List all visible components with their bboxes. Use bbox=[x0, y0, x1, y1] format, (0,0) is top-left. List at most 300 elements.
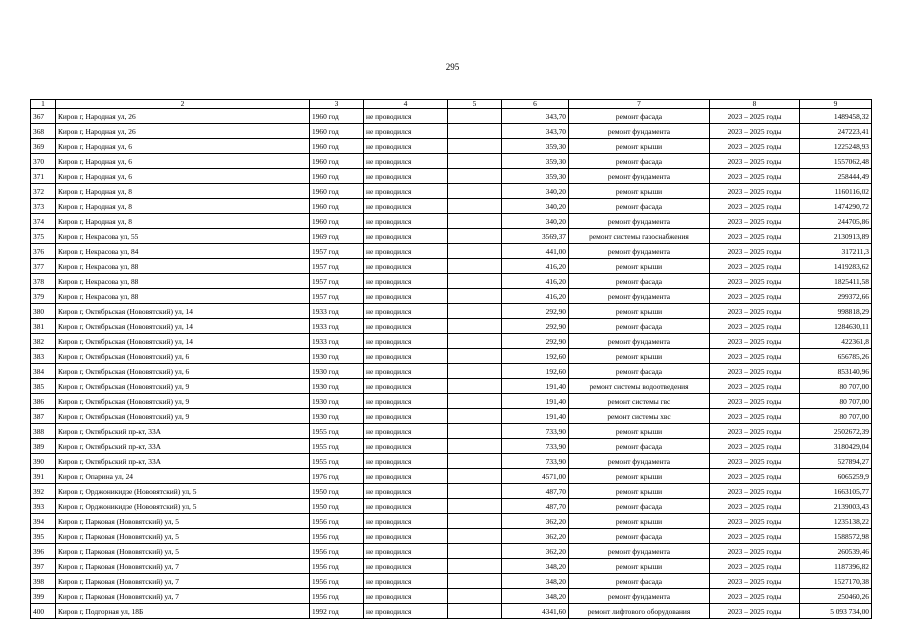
cost-cell: 317211,3 bbox=[800, 244, 872, 259]
work-type-cell: ремонт фасада bbox=[569, 529, 710, 544]
build-year-cell: 1930 год bbox=[310, 394, 364, 409]
row-number: 395 bbox=[31, 529, 56, 544]
empty-cell bbox=[448, 169, 502, 184]
empty-cell bbox=[448, 574, 502, 589]
area-cell: 416,20 bbox=[502, 274, 569, 289]
build-year-cell: 1960 год bbox=[310, 154, 364, 169]
area-cell: 192,60 bbox=[502, 349, 569, 364]
cost-cell: 258444,49 bbox=[800, 169, 872, 184]
period-cell: 2023 – 2025 годы bbox=[710, 529, 800, 544]
empty-cell bbox=[448, 334, 502, 349]
cost-cell: 2130913,89 bbox=[800, 229, 872, 244]
cost-cell: 1557062,48 bbox=[800, 154, 872, 169]
empty-cell bbox=[448, 484, 502, 499]
empty-cell bbox=[448, 439, 502, 454]
empty-cell bbox=[448, 544, 502, 559]
area-cell: 343,70 bbox=[502, 124, 569, 139]
last-repair-cell: не проводился bbox=[364, 544, 448, 559]
empty-cell bbox=[448, 199, 502, 214]
work-type-cell: ремонт крыши bbox=[569, 559, 710, 574]
last-repair-cell: не проводился bbox=[364, 349, 448, 364]
column-header: 6 bbox=[502, 100, 569, 109]
build-year-cell: 1933 год bbox=[310, 319, 364, 334]
row-number: 368 bbox=[31, 124, 56, 139]
empty-cell bbox=[448, 214, 502, 229]
row-number: 389 bbox=[31, 439, 56, 454]
last-repair-cell: не проводился bbox=[364, 244, 448, 259]
build-year-cell: 1957 год bbox=[310, 259, 364, 274]
last-repair-cell: не проводился bbox=[364, 529, 448, 544]
last-repair-cell: не проводился bbox=[364, 214, 448, 229]
column-header: 9 bbox=[800, 100, 872, 109]
build-year-cell: 1992 год bbox=[310, 604, 364, 619]
area-cell: 191,40 bbox=[502, 409, 569, 424]
area-cell: 4571,00 bbox=[502, 469, 569, 484]
period-cell: 2023 – 2025 годы bbox=[710, 304, 800, 319]
build-year-cell: 1956 год bbox=[310, 589, 364, 604]
work-type-cell: ремонт системы водоотведения bbox=[569, 379, 710, 394]
empty-cell bbox=[448, 559, 502, 574]
area-cell: 416,20 bbox=[502, 259, 569, 274]
table-row bbox=[31, 454, 872, 469]
row-number: 367 bbox=[31, 109, 56, 124]
work-type-cell: ремонт фундамента bbox=[569, 544, 710, 559]
work-type-cell: ремонт фундамента bbox=[569, 289, 710, 304]
empty-cell bbox=[448, 259, 502, 274]
period-cell: 2023 – 2025 годы bbox=[710, 259, 800, 274]
table-row bbox=[31, 304, 872, 319]
table-row bbox=[31, 364, 872, 379]
period-cell: 2023 – 2025 годы bbox=[710, 409, 800, 424]
capital-repair-table bbox=[30, 99, 872, 619]
empty-cell bbox=[448, 124, 502, 139]
build-year-cell: 1956 год bbox=[310, 529, 364, 544]
area-cell: 359,30 bbox=[502, 139, 569, 154]
cost-cell: 1588572,98 bbox=[800, 529, 872, 544]
last-repair-cell: не проводился bbox=[364, 484, 448, 499]
period-cell: 2023 – 2025 годы bbox=[710, 574, 800, 589]
period-cell: 2023 – 2025 годы bbox=[710, 154, 800, 169]
period-cell: 2023 – 2025 годы bbox=[710, 394, 800, 409]
cost-cell: 5 093 734,00 bbox=[800, 604, 872, 619]
empty-cell bbox=[448, 499, 502, 514]
row-number: 383 bbox=[31, 349, 56, 364]
area-cell: 191,40 bbox=[502, 379, 569, 394]
build-year-cell: 1950 год bbox=[310, 484, 364, 499]
column-header: 3 bbox=[310, 100, 364, 109]
period-cell: 2023 – 2025 годы bbox=[710, 604, 800, 619]
build-year-cell: 1956 год bbox=[310, 559, 364, 574]
period-cell: 2023 – 2025 годы bbox=[710, 559, 800, 574]
empty-cell bbox=[448, 394, 502, 409]
last-repair-cell: не проводился bbox=[364, 424, 448, 439]
table-row bbox=[31, 274, 872, 289]
last-repair-cell: не проводился bbox=[364, 379, 448, 394]
work-type-cell: ремонт лифтового оборудования bbox=[569, 604, 710, 619]
last-repair-cell: не проводился bbox=[364, 334, 448, 349]
period-cell: 2023 – 2025 годы bbox=[710, 184, 800, 199]
row-number: 393 bbox=[31, 499, 56, 514]
address-cell: Киров г, Парковая (Нововятский) ул, 7 bbox=[56, 589, 310, 604]
area-cell: 348,20 bbox=[502, 559, 569, 574]
cost-cell: 260539,46 bbox=[800, 544, 872, 559]
last-repair-cell: не проводился bbox=[364, 274, 448, 289]
table-row bbox=[31, 199, 872, 214]
empty-cell bbox=[448, 244, 502, 259]
row-number: 370 bbox=[31, 154, 56, 169]
table-row bbox=[31, 544, 872, 559]
table-row bbox=[31, 124, 872, 139]
last-repair-cell: не проводился bbox=[364, 499, 448, 514]
work-type-cell: ремонт системы газоснабжения bbox=[569, 229, 710, 244]
cost-cell: 422361,8 bbox=[800, 334, 872, 349]
period-cell: 2023 – 2025 годы bbox=[710, 589, 800, 604]
area-cell: 343,70 bbox=[502, 109, 569, 124]
work-type-cell: ремонт фасада bbox=[569, 439, 710, 454]
cost-cell: 527894,27 bbox=[800, 454, 872, 469]
address-cell: Киров г, Октябрьский пр-кт, 33А bbox=[56, 424, 310, 439]
last-repair-cell: не проводился bbox=[364, 589, 448, 604]
table-row bbox=[31, 289, 872, 304]
period-cell: 2023 – 2025 годы bbox=[710, 544, 800, 559]
period-cell: 2023 – 2025 годы bbox=[710, 379, 800, 394]
last-repair-cell: не проводился bbox=[364, 454, 448, 469]
last-repair-cell: не проводился bbox=[364, 604, 448, 619]
cost-cell: 247223,41 bbox=[800, 124, 872, 139]
row-number: 380 bbox=[31, 304, 56, 319]
column-header: 2 bbox=[56, 100, 310, 109]
empty-cell bbox=[448, 274, 502, 289]
build-year-cell: 1960 год bbox=[310, 139, 364, 154]
cost-cell: 1527170,38 bbox=[800, 574, 872, 589]
empty-cell bbox=[448, 304, 502, 319]
build-year-cell: 1956 год bbox=[310, 544, 364, 559]
period-cell: 2023 – 2025 годы bbox=[710, 349, 800, 364]
table-row bbox=[31, 409, 872, 424]
row-number: 375 bbox=[31, 229, 56, 244]
table-row bbox=[31, 109, 872, 124]
row-number: 398 bbox=[31, 574, 56, 589]
column-header: 7 bbox=[569, 100, 710, 109]
last-repair-cell: не проводился bbox=[364, 319, 448, 334]
address-cell: Киров г, Октябрьская (Нововятский) ул, 14 bbox=[56, 319, 310, 334]
address-cell: Киров г, Народная ул, 8 bbox=[56, 184, 310, 199]
address-cell: Киров г, Народная ул, 8 bbox=[56, 199, 310, 214]
build-year-cell: 1955 год bbox=[310, 439, 364, 454]
empty-cell bbox=[448, 184, 502, 199]
period-cell: 2023 – 2025 годы bbox=[710, 484, 800, 499]
area-cell: 191,40 bbox=[502, 394, 569, 409]
cost-cell: 1284630,11 bbox=[800, 319, 872, 334]
work-type-cell: ремонт фундамента bbox=[569, 169, 710, 184]
table-row bbox=[31, 244, 872, 259]
cost-cell: 1225248,93 bbox=[800, 139, 872, 154]
address-cell: Киров г, Некрасова ул, 88 bbox=[56, 289, 310, 304]
cost-cell: 1235138,22 bbox=[800, 514, 872, 529]
last-repair-cell: не проводился bbox=[364, 154, 448, 169]
table-row bbox=[31, 499, 872, 514]
area-cell: 733,90 bbox=[502, 439, 569, 454]
row-number: 369 bbox=[31, 139, 56, 154]
period-cell: 2023 – 2025 годы bbox=[710, 514, 800, 529]
last-repair-cell: не проводился bbox=[364, 109, 448, 124]
row-number: 390 bbox=[31, 454, 56, 469]
empty-cell bbox=[448, 139, 502, 154]
period-cell: 2023 – 2025 годы bbox=[710, 244, 800, 259]
work-type-cell: ремонт системы хвс bbox=[569, 409, 710, 424]
table-row bbox=[31, 349, 872, 364]
area-cell: 416,20 bbox=[502, 289, 569, 304]
area-cell: 487,70 bbox=[502, 484, 569, 499]
work-type-cell: ремонт фундамента bbox=[569, 454, 710, 469]
row-number: 372 bbox=[31, 184, 56, 199]
build-year-cell: 1957 год bbox=[310, 244, 364, 259]
empty-cell bbox=[448, 454, 502, 469]
work-type-cell: ремонт крыши bbox=[569, 514, 710, 529]
cost-cell: 1187396,82 bbox=[800, 559, 872, 574]
row-number: 377 bbox=[31, 259, 56, 274]
address-cell: Киров г, Парковая (Нововятский) ул, 5 bbox=[56, 544, 310, 559]
empty-cell bbox=[448, 349, 502, 364]
build-year-cell: 1969 год bbox=[310, 229, 364, 244]
column-number-row bbox=[31, 100, 872, 109]
address-cell: Киров г, Октябрьский пр-кт, 33А bbox=[56, 439, 310, 454]
empty-cell bbox=[448, 379, 502, 394]
table-row bbox=[31, 484, 872, 499]
address-cell: Киров г, Парковая (Нововятский) ул, 7 bbox=[56, 559, 310, 574]
last-repair-cell: не проводился bbox=[364, 394, 448, 409]
address-cell: Киров г, Октябрьская (Нововятский) ул, 9 bbox=[56, 379, 310, 394]
address-cell: Киров г, Некрасова ул, 84 bbox=[56, 244, 310, 259]
address-cell: Киров г, Парковая (Нововятский) ул, 5 bbox=[56, 514, 310, 529]
build-year-cell: 1956 год bbox=[310, 574, 364, 589]
build-year-cell: 1933 год bbox=[310, 304, 364, 319]
build-year-cell: 1955 год bbox=[310, 454, 364, 469]
row-number: 400 bbox=[31, 604, 56, 619]
address-cell: Киров г, Октябрьская (Нововятский) ул, 9 bbox=[56, 409, 310, 424]
table-row bbox=[31, 229, 872, 244]
period-cell: 2023 – 2025 годы bbox=[710, 169, 800, 184]
cost-cell: 998818,29 bbox=[800, 304, 872, 319]
build-year-cell: 1930 год bbox=[310, 349, 364, 364]
last-repair-cell: не проводился bbox=[364, 469, 448, 484]
period-cell: 2023 – 2025 годы bbox=[710, 124, 800, 139]
area-cell: 192,60 bbox=[502, 364, 569, 379]
table-row bbox=[31, 334, 872, 349]
area-cell: 292,90 bbox=[502, 319, 569, 334]
row-number: 381 bbox=[31, 319, 56, 334]
area-cell: 733,90 bbox=[502, 424, 569, 439]
work-type-cell: ремонт фасада bbox=[569, 109, 710, 124]
period-cell: 2023 – 2025 годы bbox=[710, 274, 800, 289]
build-year-cell: 1930 год bbox=[310, 379, 364, 394]
empty-cell bbox=[448, 319, 502, 334]
area-cell: 348,20 bbox=[502, 589, 569, 604]
cost-cell: 2502672,39 bbox=[800, 424, 872, 439]
address-cell: Киров г, Некрасова ул, 88 bbox=[56, 274, 310, 289]
last-repair-cell: не проводился bbox=[364, 289, 448, 304]
table-row bbox=[31, 394, 872, 409]
address-cell: Киров г, Парковая (Нововятский) ул, 7 bbox=[56, 574, 310, 589]
period-cell: 2023 – 2025 годы bbox=[710, 499, 800, 514]
last-repair-cell: не проводился bbox=[364, 259, 448, 274]
last-repair-cell: не проводился bbox=[364, 514, 448, 529]
build-year-cell: 1960 год bbox=[310, 169, 364, 184]
area-cell: 340,20 bbox=[502, 199, 569, 214]
last-repair-cell: не проводился bbox=[364, 199, 448, 214]
area-cell: 359,30 bbox=[502, 169, 569, 184]
address-cell: Киров г, Октябрьская (Нововятский) ул, 14 bbox=[56, 334, 310, 349]
area-cell: 292,90 bbox=[502, 304, 569, 319]
last-repair-cell: не проводился bbox=[364, 364, 448, 379]
area-cell: 340,20 bbox=[502, 184, 569, 199]
work-type-cell: ремонт фундамента bbox=[569, 124, 710, 139]
period-cell: 2023 – 2025 годы bbox=[710, 364, 800, 379]
work-type-cell: ремонт крыши bbox=[569, 424, 710, 439]
cost-cell: 1489458,32 bbox=[800, 109, 872, 124]
build-year-cell: 1930 год bbox=[310, 364, 364, 379]
work-type-cell: ремонт фундамента bbox=[569, 334, 710, 349]
row-number: 385 bbox=[31, 379, 56, 394]
row-number: 386 bbox=[31, 394, 56, 409]
area-cell: 4341,60 bbox=[502, 604, 569, 619]
work-type-cell: ремонт фасада bbox=[569, 274, 710, 289]
table-row bbox=[31, 424, 872, 439]
row-number: 387 bbox=[31, 409, 56, 424]
row-number: 379 bbox=[31, 289, 56, 304]
last-repair-cell: не проводился bbox=[364, 229, 448, 244]
table-row bbox=[31, 514, 872, 529]
cost-cell: 2139003,43 bbox=[800, 499, 872, 514]
column-header: 4 bbox=[364, 100, 448, 109]
last-repair-cell: не проводился bbox=[364, 409, 448, 424]
table-row bbox=[31, 604, 872, 619]
area-cell: 359,30 bbox=[502, 154, 569, 169]
address-cell: Киров г, Опарина ул, 24 bbox=[56, 469, 310, 484]
table-row bbox=[31, 184, 872, 199]
row-number: 399 bbox=[31, 589, 56, 604]
column-header: 5 bbox=[448, 100, 502, 109]
row-number: 388 bbox=[31, 424, 56, 439]
work-type-cell: ремонт крыши bbox=[569, 349, 710, 364]
page-number: 295 bbox=[445, 62, 460, 72]
empty-cell bbox=[448, 604, 502, 619]
area-cell: 340,20 bbox=[502, 214, 569, 229]
area-cell: 487,70 bbox=[502, 499, 569, 514]
address-cell: Киров г, Некрасова ул, 88 bbox=[56, 259, 310, 274]
empty-cell bbox=[448, 109, 502, 124]
row-number: 391 bbox=[31, 469, 56, 484]
row-number: 384 bbox=[31, 364, 56, 379]
build-year-cell: 1955 год bbox=[310, 424, 364, 439]
table-row bbox=[31, 214, 872, 229]
area-cell: 348,20 bbox=[502, 574, 569, 589]
table-row bbox=[31, 439, 872, 454]
cost-cell: 1663105,77 bbox=[800, 484, 872, 499]
column-header: 1 bbox=[31, 100, 56, 109]
cost-cell: 3180429,04 bbox=[800, 439, 872, 454]
table-row bbox=[31, 574, 872, 589]
address-cell: Киров г, Октябрьская (Нововятский) ул, 6 bbox=[56, 364, 310, 379]
cost-cell: 80 707,00 bbox=[800, 394, 872, 409]
cost-cell: 80 707,00 bbox=[800, 379, 872, 394]
build-year-cell: 1960 год bbox=[310, 184, 364, 199]
last-repair-cell: не проводился bbox=[364, 304, 448, 319]
empty-cell bbox=[448, 424, 502, 439]
table-row bbox=[31, 139, 872, 154]
last-repair-cell: не проводился bbox=[364, 559, 448, 574]
work-type-cell: ремонт фасада bbox=[569, 574, 710, 589]
period-cell: 2023 – 2025 годы bbox=[710, 334, 800, 349]
cost-cell: 1825411,58 bbox=[800, 274, 872, 289]
table-row bbox=[31, 169, 872, 184]
empty-cell bbox=[448, 364, 502, 379]
build-year-cell: 1930 год bbox=[310, 409, 364, 424]
work-type-cell: ремонт крыши bbox=[569, 304, 710, 319]
work-type-cell: ремонт фундамента bbox=[569, 589, 710, 604]
address-cell: Киров г, Народная ул, 8 bbox=[56, 214, 310, 229]
address-cell: Киров г, Народная ул, 26 bbox=[56, 109, 310, 124]
table-row bbox=[31, 559, 872, 574]
row-number: 397 bbox=[31, 559, 56, 574]
period-cell: 2023 – 2025 годы bbox=[710, 424, 800, 439]
area-cell: 3569,37 bbox=[502, 229, 569, 244]
work-type-cell: ремонт системы гвс bbox=[569, 394, 710, 409]
row-number: 394 bbox=[31, 514, 56, 529]
period-cell: 2023 – 2025 годы bbox=[710, 199, 800, 214]
row-number: 392 bbox=[31, 484, 56, 499]
address-cell: Киров г, Октябрьская (Нововятский) ул, 6 bbox=[56, 349, 310, 364]
address-cell: Киров г, Некрасова ул, 55 bbox=[56, 229, 310, 244]
work-type-cell: ремонт фундамента bbox=[569, 244, 710, 259]
address-cell: Киров г, Народная ул, 6 bbox=[56, 169, 310, 184]
period-cell: 2023 – 2025 годы bbox=[710, 109, 800, 124]
last-repair-cell: не проводился bbox=[364, 574, 448, 589]
empty-cell bbox=[448, 154, 502, 169]
address-cell: Киров г, Парковая (Нововятский) ул, 5 bbox=[56, 529, 310, 544]
empty-cell bbox=[448, 469, 502, 484]
area-cell: 362,20 bbox=[502, 544, 569, 559]
work-type-cell: ремонт фасада bbox=[569, 364, 710, 379]
build-year-cell: 1960 год bbox=[310, 124, 364, 139]
build-year-cell: 1960 год bbox=[310, 214, 364, 229]
cost-cell: 656785,26 bbox=[800, 349, 872, 364]
cost-cell: 1474290,72 bbox=[800, 199, 872, 214]
empty-cell bbox=[448, 514, 502, 529]
area-cell: 362,20 bbox=[502, 529, 569, 544]
column-header: 8 bbox=[710, 100, 800, 109]
work-type-cell: ремонт крыши bbox=[569, 259, 710, 274]
cost-cell: 250460,26 bbox=[800, 589, 872, 604]
row-number: 374 bbox=[31, 214, 56, 229]
table-row bbox=[31, 589, 872, 604]
area-cell: 292,90 bbox=[502, 334, 569, 349]
cost-cell: 1160116,02 bbox=[800, 184, 872, 199]
period-cell: 2023 – 2025 годы bbox=[710, 289, 800, 304]
cost-cell: 6065259,9 bbox=[800, 469, 872, 484]
table-row bbox=[31, 529, 872, 544]
work-type-cell: ремонт фасада bbox=[569, 154, 710, 169]
work-type-cell: ремонт крыши bbox=[569, 139, 710, 154]
last-repair-cell: не проводился bbox=[364, 169, 448, 184]
address-cell: Киров г, Орджоникидзе (Нововятский) ул, 5 bbox=[56, 499, 310, 514]
table-row bbox=[31, 154, 872, 169]
work-type-cell: ремонт крыши bbox=[569, 469, 710, 484]
build-year-cell: 1956 год bbox=[310, 514, 364, 529]
address-cell: Киров г, Октябрьская (Нововятский) ул, 9 bbox=[56, 394, 310, 409]
build-year-cell: 1957 год bbox=[310, 289, 364, 304]
period-cell: 2023 – 2025 годы bbox=[710, 454, 800, 469]
